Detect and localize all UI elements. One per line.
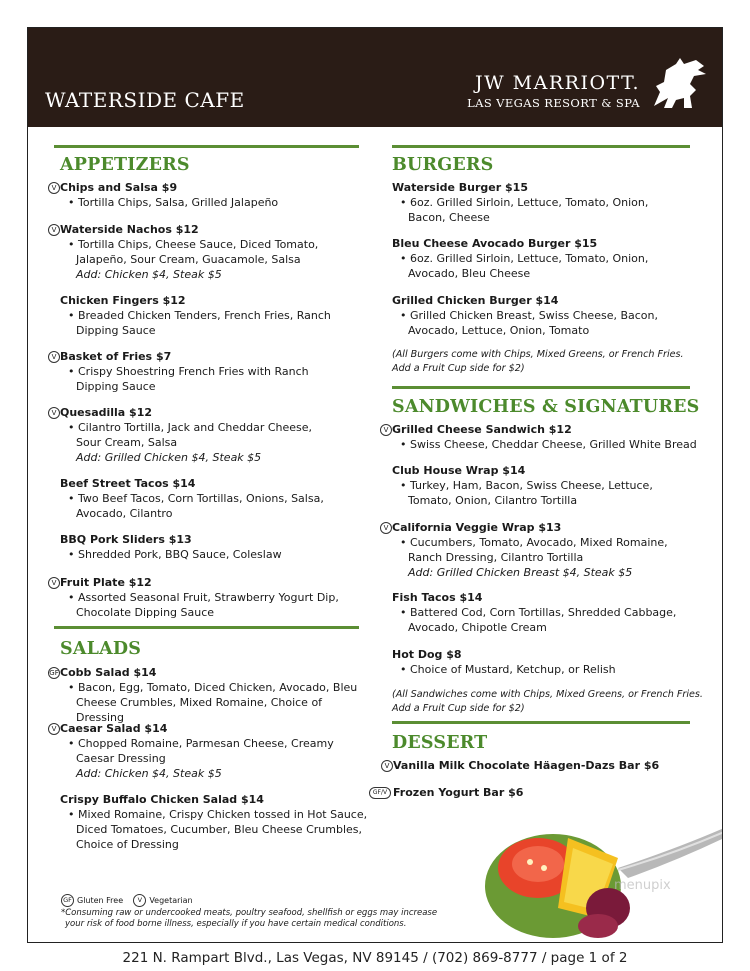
watermark: menupix [614, 878, 671, 893]
item-desc: • Cucumbers, Tomato, Avocado, Mixed Romaine, [400, 536, 668, 549]
menu-item [60, 222, 360, 282]
menu-item [60, 405, 360, 465]
item-desc: Chocolate Dipping Sauce [76, 606, 215, 619]
item-desc: Ranch Dressing, Cilantro Tortilla [408, 551, 584, 564]
item-desc: • Choice of Mustard, Ketchup, or Relish [400, 663, 616, 676]
vegetarian-mark-icon: V [48, 182, 60, 194]
note-line: (All Burgers come with Chips, Mixed Greens, or French Fries. [392, 349, 684, 360]
legend-gf-label: Gluten Free [77, 896, 124, 905]
menu-item [392, 590, 692, 635]
menu-item [392, 422, 702, 452]
page-footer: 221 N. Rampart Blvd., Las Vegas, NV 89145 / (702) 869-8777 / page 1 of 2 [122, 950, 628, 966]
brand-name: JW MARRIOTT. [475, 72, 640, 94]
item-desc: Diced Tomatoes, Cucumber, Bleu Cheese Crumbles, [76, 823, 362, 836]
item-desc: Dipping Sauce [76, 324, 156, 337]
item-desc: Avocado, Bleu Cheese [408, 267, 531, 280]
note-line: (All Sandwiches come with Chips, Mixed Greens, or French Fries. [392, 689, 703, 700]
brand-subtitle: LAS VEGAS RESORT & SPA [467, 96, 640, 110]
note-line: Add a Fruit Cup side for $2) [392, 363, 525, 374]
item-name: Fish Tacos $14 [392, 591, 483, 604]
item-name: BBQ Pork Sliders $13 [60, 533, 192, 546]
item-desc: • Assorted Seasonal Fruit, Strawberry Yogurt Dip, [68, 591, 339, 604]
salads-rule [54, 626, 359, 629]
vegetarian-mark-icon: V [48, 577, 60, 589]
legend-v-label: Vegetarian [149, 896, 193, 905]
menu-item [60, 575, 360, 620]
item-name: Basket of Fries $7 [60, 350, 172, 363]
item-desc: • Cilantro Tortilla, Jack and Cheddar Cheese, [68, 421, 313, 434]
item-name: Waterside Burger $15 [392, 181, 528, 194]
vegetarian-mark-icon: V [133, 894, 146, 907]
dessert-rule [392, 721, 690, 724]
vegetarian-mark-icon: V [48, 224, 60, 236]
dessert-title: DESSERT [392, 733, 488, 753]
menu-item [392, 180, 692, 225]
menu-item [392, 293, 692, 338]
item-name: Beef Street Tacos $14 [60, 477, 196, 490]
menu-item [392, 463, 692, 508]
menu-item [392, 647, 692, 677]
disclaimer [61, 908, 437, 930]
item-desc: • Swiss Cheese, Cheddar Cheese, Grilled White Bread [400, 438, 697, 451]
item-name: Bleu Cheese Avocado Burger $15 [392, 237, 598, 250]
item-desc: Cheese Crumbles, Mixed Romaine, Choice of Dressing [76, 696, 323, 724]
item-desc: Bacon, Cheese [408, 211, 490, 224]
menu-item [60, 721, 360, 781]
vegetarian-mark-icon: V [48, 351, 60, 363]
legend [61, 894, 193, 907]
item-desc: Tomato, Onion, Cilantro Tortilla [408, 494, 578, 507]
item-desc: • Tortilla Chips, Cheese Sauce, Diced Tomato, [68, 238, 319, 251]
item-name: Crispy Buffalo Chicken Salad $14 [60, 793, 264, 806]
item-desc: • 6oz. Grilled Sirloin, Lettuce, Tomato, Onion, [400, 196, 649, 209]
item-name: Hot Dog $8 [392, 648, 462, 661]
burgers-title: BURGERS [392, 155, 494, 175]
menu-item [392, 236, 692, 281]
item-name: Quesadilla $12 [60, 406, 153, 419]
item-desc: • Bacon, Egg, Tomato, Diced Chicken, Avocado, Bleu [68, 681, 358, 694]
note-line: Add a Fruit Cup side for $2) [392, 703, 525, 714]
item-desc: • Turkey, Ham, Bacon, Swiss Cheese, Lettuce, [400, 479, 653, 492]
item-desc: • Battered Cod, Corn Tortillas, Shredded Cabbage, [400, 606, 677, 619]
menu-item [60, 476, 360, 521]
item-desc: • Shredded Pork, BBQ Sauce, Coleslaw [68, 548, 282, 561]
item-desc: • Breaded Chicken Tenders, French Fries, Ranch [68, 309, 331, 322]
item-desc: Dipping Sauce [76, 380, 156, 393]
burgers-rule [392, 145, 690, 148]
item-name: Grilled Chicken Burger $14 [392, 294, 559, 307]
item-desc: • Grilled Chicken Breast, Swiss Cheese, Bacon, [400, 309, 658, 322]
item-name: Chips and Salsa $9 [60, 181, 178, 194]
disclaimer-line: your risk of food borne illness, especially if you have certain medical conditions. [65, 919, 407, 929]
menu-item [60, 665, 360, 725]
griffin-logo-icon [646, 56, 708, 112]
menu-item [60, 293, 360, 338]
food-on-fork-image [468, 798, 723, 943]
item-name: Fruit Plate $12 [60, 576, 152, 589]
menu-item [60, 532, 360, 562]
vegetarian-mark-icon: V [380, 424, 392, 436]
item-desc: Jalapeño, Sour Cream, Guacamole, Salsa [76, 253, 301, 266]
gluten-free-mark-icon: GF [49, 669, 59, 677]
item-desc: • Tortilla Chips, Salsa, Grilled Jalapeño [68, 196, 279, 209]
vegetarian-mark-icon: V [380, 522, 392, 534]
item-desc: • Chopped Romaine, Parmesan Cheese, Creamy [68, 737, 334, 750]
gluten-free-vegetarian-mark-icon: GF/V [369, 787, 391, 799]
sandwiches-note [392, 688, 703, 716]
item-name: Waterside Nachos $12 [60, 223, 199, 236]
sandwiches-rule [392, 386, 690, 389]
item-name: Cobb Salad $14 [60, 666, 157, 679]
sandwiches-title: SANDWICHES & SIGNATURES [392, 397, 700, 417]
item-name: Frozen Yogurt Bar $6 [393, 786, 524, 799]
item-desc: Choice of Dressing [76, 838, 179, 851]
item-addon: Add: Grilled Chicken Breast $4, Steak $5 [408, 566, 633, 579]
vegetarian-mark-icon: V [48, 407, 60, 419]
item-desc: • 6oz. Grilled Sirloin, Lettuce, Tomato, Onion, [400, 252, 649, 265]
item-desc: • Two Beef Tacos, Corn Tortillas, Onions, Salsa, [68, 492, 324, 505]
disclaimer-line: *Consuming raw or undercooked meats, poultry seafood, shellfish or eggs may increase [61, 908, 438, 918]
menu-item [60, 180, 360, 210]
vegetarian-mark-icon: V [48, 723, 60, 735]
item-desc: Avocado, Lettuce, Onion, Tomato [408, 324, 590, 337]
menu-item [60, 792, 370, 852]
item-desc: Avocado, Cilantro [76, 507, 173, 520]
item-name: Vanilla Milk Chocolate Häagen-Dazs Bar $6 [393, 759, 660, 772]
burgers-note [392, 348, 684, 376]
menu-item [392, 520, 692, 580]
vegetarian-mark-icon: V [381, 760, 393, 772]
menu-page [27, 27, 723, 943]
item-name: Club House Wrap $14 [392, 464, 526, 477]
item-desc: • Crispy Shoestring French Fries with Ranch [68, 365, 309, 378]
item-name: Caesar Salad $14 [60, 722, 168, 735]
item-name: California Veggie Wrap $13 [392, 521, 562, 534]
item-desc: Avocado, Chipotle Cream [408, 621, 547, 634]
item-name: Chicken Fingers $12 [60, 294, 186, 307]
menu-header [28, 28, 722, 127]
item-addon: Add: Chicken $4, Steak $5 [76, 268, 222, 281]
appetizers-rule [54, 145, 359, 148]
gluten-free-mark-icon: GF [61, 894, 74, 907]
menu-item [393, 758, 693, 773]
item-desc: • Mixed Romaine, Crispy Chicken tossed in Hot Sauce, [68, 808, 368, 821]
appetizers-title: APPETIZERS [60, 155, 190, 175]
item-desc: Sour Cream, Salsa [76, 436, 178, 449]
menu-item [60, 349, 360, 394]
item-addon: Add: Grilled Chicken $4, Steak $5 [76, 451, 262, 464]
salads-title: SALADS [60, 639, 142, 659]
item-desc: Caesar Dressing [76, 752, 166, 765]
item-name: Grilled Cheese Sandwich $12 [392, 423, 572, 436]
item-addon: Add: Chicken $4, Steak $5 [76, 767, 222, 780]
cafe-name: WATERSIDE CAFE [45, 88, 245, 112]
